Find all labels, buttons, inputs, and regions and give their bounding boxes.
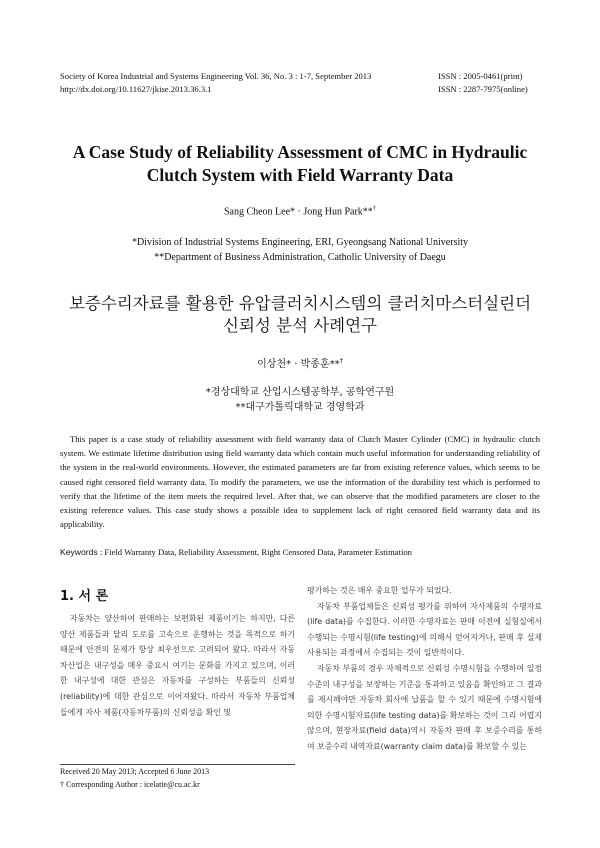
paragraph: 자동차는 양산하여 판매하는 보편화된 제품이기는 하지만, 다른 양산 제품들과 달리 도로를 고속으로 운행하는 것을 목적으로 하기 때문에 안전의 문제가 항상 최우선으로 고려되어 왔다. 따라서 자동차산업은 내구성을 매우 중요시 여기는 문화를 가지고 있으며, 이러한 내구성에 대한 관심은 자동차를 구성하는 부품들의 신뢰성(reliability)에 대한 관심으로 이어져왔다. 따라서 자동차 부품업체들에게 자사 제품(자동차부품)의 신뢰성을 확인 및 xyxy=(60,614,295,717)
keywords-label: Keywords xyxy=(60,547,98,557)
issn-print: ISSN : 2005-0461(print) xyxy=(438,71,523,81)
korean-affiliations: *경상대학교 산업시스템공학부, 공학연구원 **대구가톨릭대학교 경영학과 xyxy=(205,387,395,413)
abstract: This paper is a case study of reliability assessment with field warranty data of Clutch Master Cylinder (CMC) in hydraulic clutch system. We estimate lifetime distribution using field warranty data which contain much useful information for understanding reliability of the system in the real-world environments. However, the estimated parameters are far from existing reference values, which seems to be caused right censored field warranty data. To modify the parameters, we use the information of the durability test which is performed to verify that the lifetime of the item meets the required level. After that, we can observe that the modified parameters are closer to the existing reference values. This case study shows a possible idea to supplement lack of right censored field warranty data and its applicability. xyxy=(60,434,540,530)
corresponding-mark-ko: † xyxy=(339,356,343,365)
doi-link[interactable]: http://dx.doi.org/10.11627/jkise.2013.36.3.1 xyxy=(60,84,212,94)
footnote-divider xyxy=(60,764,295,765)
journal-header xyxy=(60,70,420,96)
footnotes xyxy=(60,766,300,791)
english-title: A Case Study of Reliability Assessment of CMC in Hydraulic Clutch System with Field Warranty Data xyxy=(72,142,528,185)
issn-block xyxy=(438,70,558,96)
section-title: 1. 서 론 xyxy=(60,589,109,604)
paragraph: 평가하는 것은 매우 중요한 업무가 되었다. xyxy=(307,586,452,595)
korean-authors: 이상천* · 박종훈**† xyxy=(257,356,343,370)
issn-online: ISSN : 2287-7975(online) xyxy=(438,84,528,94)
received-date: Received 20 May 2013; Accepted 6 June 2013 xyxy=(60,767,210,776)
paragraph: 자동차 부품업체들은 신뢰성 평가를 위하여 자사제품의 수명자료(life data)를 수집한다. 이러한 수명자료는 판매 이전에 실험실에서 수행되는 수명시험(life testing)에 의해서 얻어지거나, 판매 후 실제 사용되는 과정에서 수집되는 것이 일반적이다. xyxy=(307,601,542,658)
corresponding-mark: † xyxy=(372,205,377,212)
left-column xyxy=(60,611,295,720)
corresponding-author: † Corresponding Author : icelatte@cu.ac.kr xyxy=(60,779,200,789)
keywords xyxy=(60,547,540,557)
english-authors: Sang Cheon Lee* · Jong Hun Park**† xyxy=(223,205,377,218)
journal-line: Society of Korea Industrial and Systems Engineering Vol. 36, No. 3 : 1-7, September 2013 xyxy=(60,71,372,81)
korean-title: 보증수리자료를 활용한 유압클러치시스템의 클러치마스터실린더 신뢰성 분석 사례연구 xyxy=(68,294,532,335)
english-affiliations: *Division of Industrial Systems Engineering, ERI, Gyeongsang National University **Department of Business Administration, Catholic University of Daegu xyxy=(131,237,469,263)
paragraph: 자동차 부품의 경우 자체적으로 신뢰성 수명시험을 수행하여 일정수준의 내구성을 보장하는 기준을 통과하고 있음을 확인하고 그 결과를 제시해야만 자동차 회사에 납품을 할 수 있기 때문에 수명시험에 의한 수명시험자료(life testing data)를 확보하는 것이 그리 어렵지 않으며, 현장자료(field data)역시 자동차 판매 후 보증수리를 통하여 보증수리 내역자료(warranty claim data)를 확보할 수 있는 xyxy=(307,663,542,751)
right-column xyxy=(307,583,542,755)
keywords-list: : Field Warranty Data, Reliability Assessment, Right Censored Data, Parameter Estimation xyxy=(99,547,412,557)
